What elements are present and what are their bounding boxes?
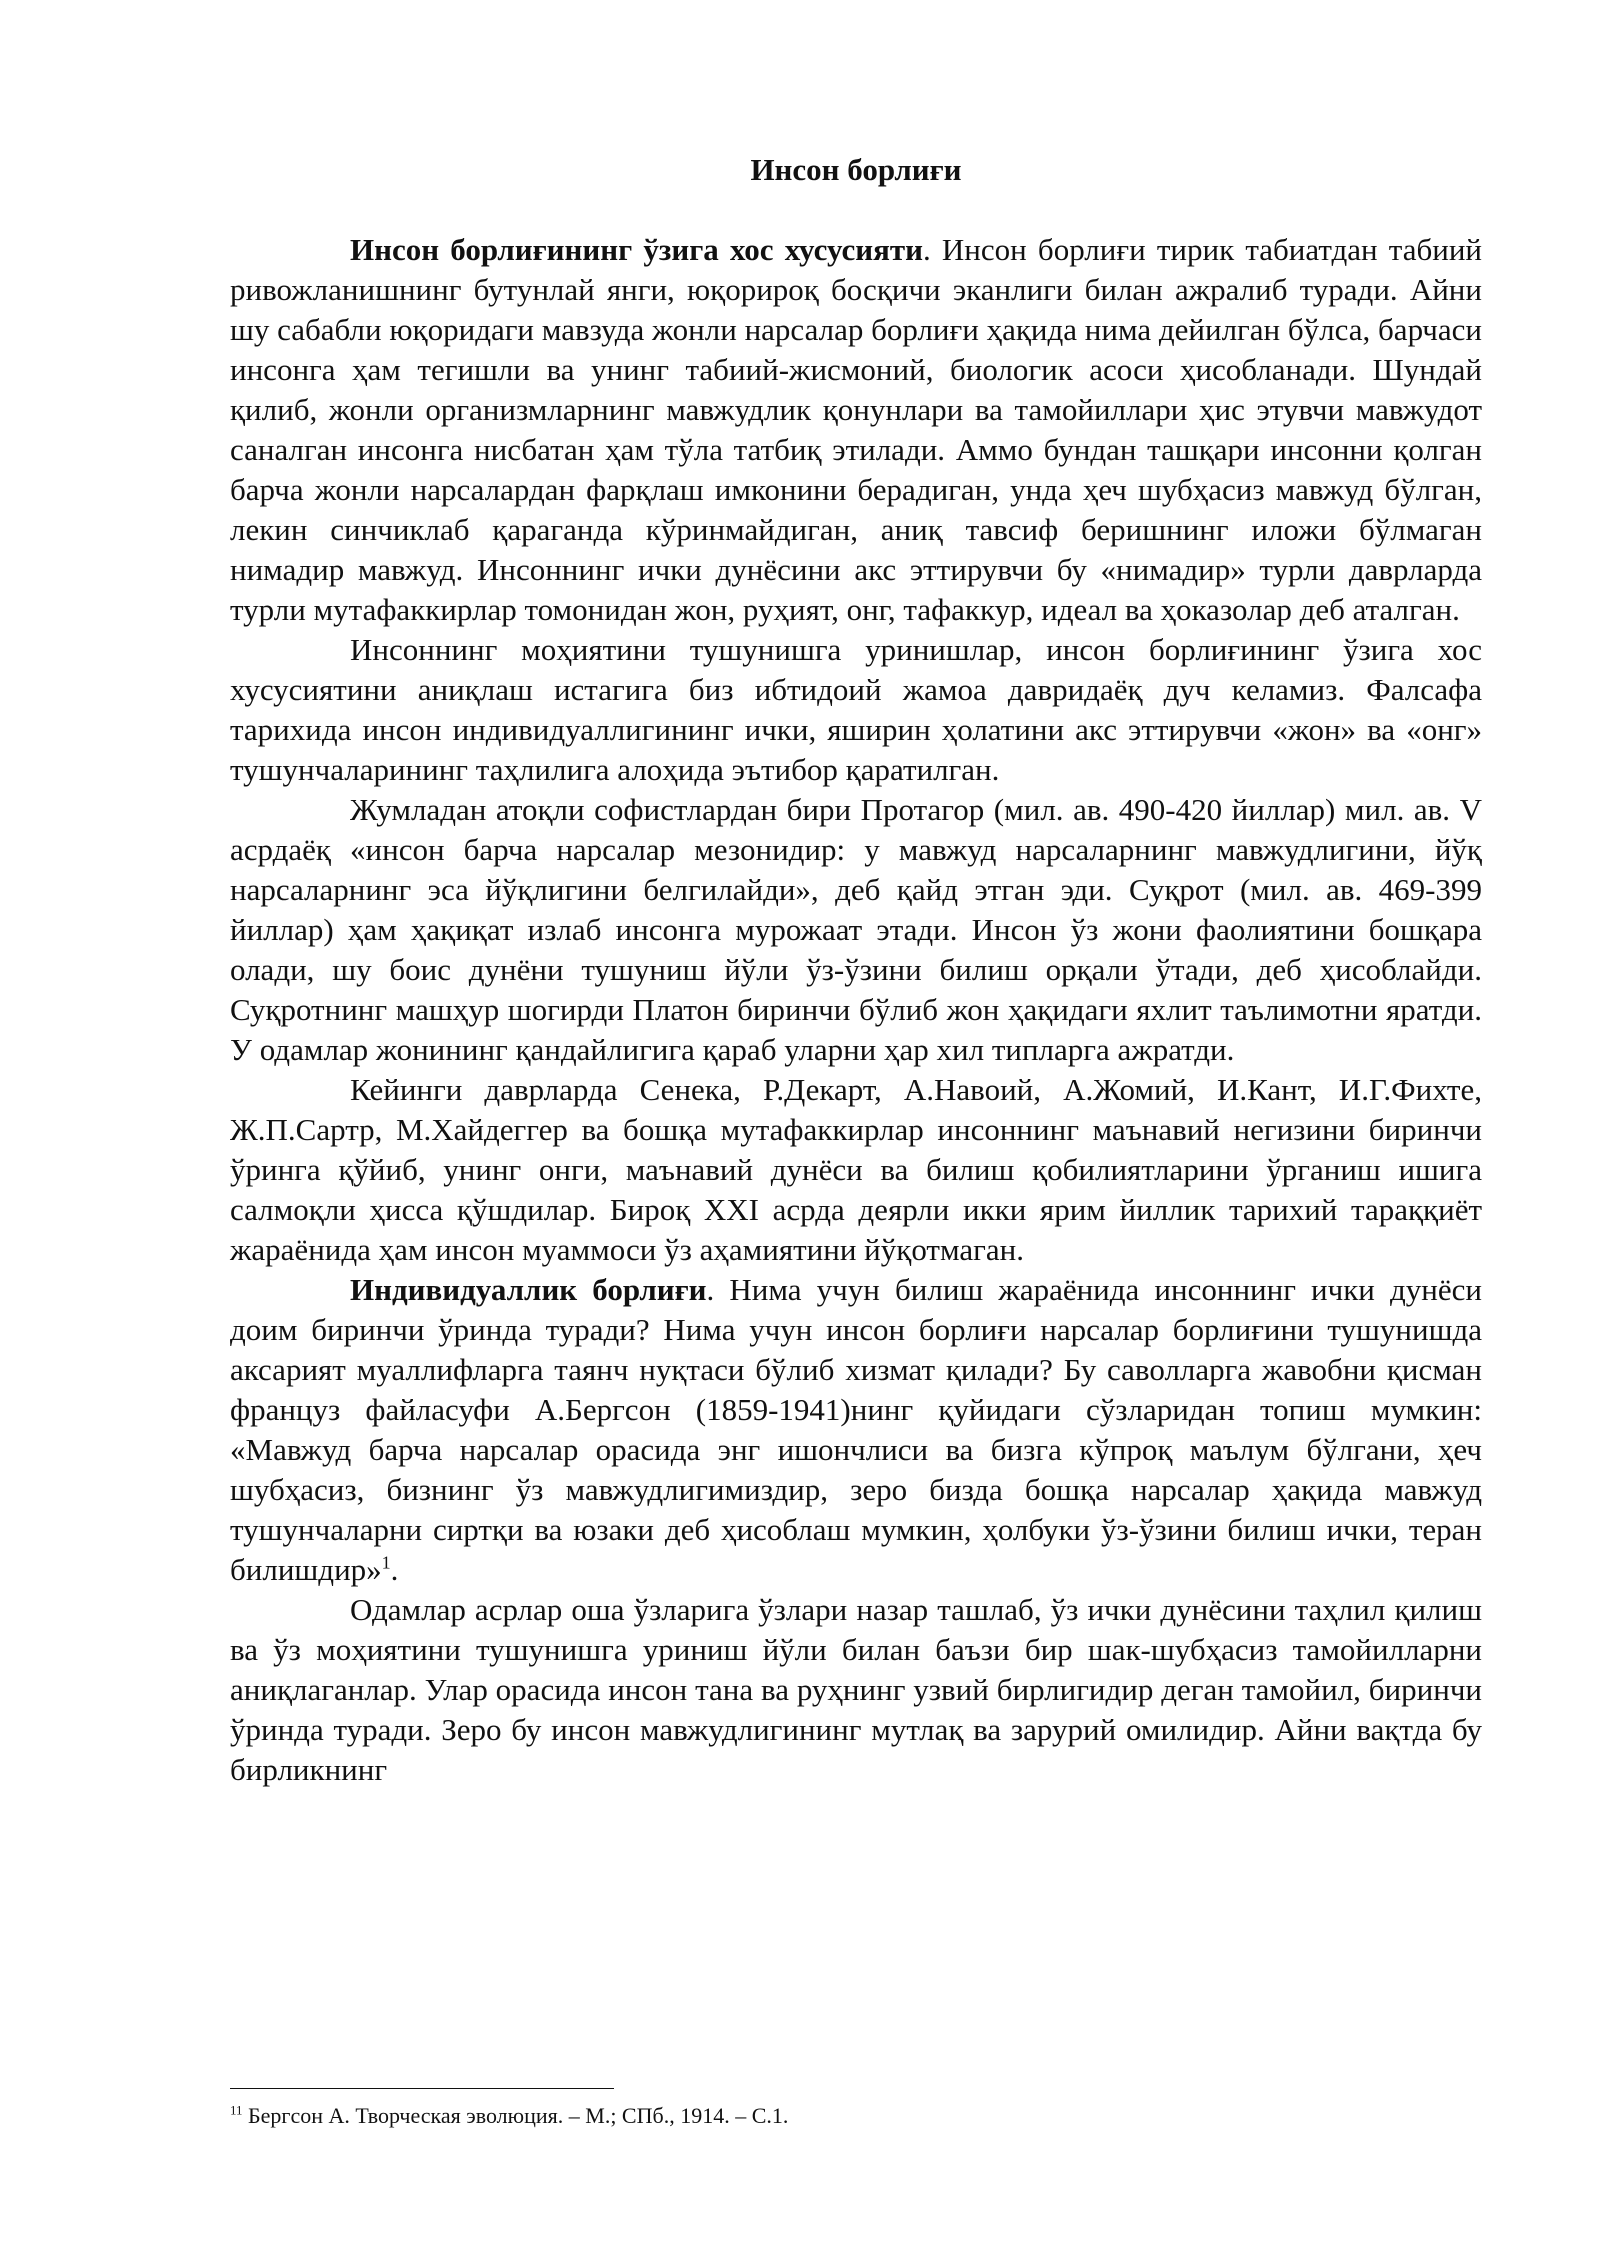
paragraph-4 [230, 1070, 1482, 1270]
document-title: Инсон борлиғи [750, 152, 962, 187]
section-heading-inline: Инсон борлиғининг ўзига хос хусусияти [350, 232, 923, 267]
paragraph-text: Инсоннинг моҳиятини тушунишга уринишлар, инсон борлиғининг ўзига хос хусусиятини аниқлаш истагига биз ибтидоий жамоа давридаёқ дуч келамиз. Фалсафа тарихида инсон индивидуаллигининг ички, яширин ҳолатини акс эттирувчи «жон» ва «онг» тушунчаларининг таҳлилига алоҳида эътибор қаратилган. [230, 632, 1482, 787]
paragraph-text: Жумладан атоқли софистлардан бири Протагор (мил. ав. 490-420 йиллар) мил. ав. V асрдаёқ «инсон барча нарсалар мезонидир: у мавжуд нарсаларнинг мавжудлигини, йўқ нарсаларнинг эса йўқлигини белгилайди», деб қайд этган эди. Суқрот (мил. ав. 469-399 йиллар) ҳам ҳақиқат излаб инсонга мурожаат этади. Инсон ўз жони фаолиятини бошқара олади, шу боис дунёни тушуниш йўли ўз-ўзини билиш орқали ўтади, деб ҳисоблайди. Суқротнинг машҳур шогирди Платон биринчи бўлиб жон ҳақидаги яхлит таълимотни яратди. У одамлар жонининг қандайлигига қараб уларни ҳар хил типларга ажратди. [230, 792, 1482, 1067]
paragraph-text: Кейинги даврларда Сенека, Р.Декарт, А.Навоий, А.Жомий, И.Кант, И.Г.Фихте, Ж.П.Сартр, М.Хайдеггер ва бошқа мутафаккирлар инсоннинг маънавий негизини биринчи ўринга қўйиб, унинг онги, маънавий дунёси ва билиш қобилиятларини ўрганиш ишига салмоқли ҳисса қўшдилар. Бироқ XXI асрда деярли икки ярим йиллик тарихий тараққиёт жараёнида ҳам инсон муаммоси ўз аҳамиятини йўқотмаган. [230, 1072, 1482, 1267]
footnote-separator [230, 2088, 614, 2089]
footnote-text: Бергсон А. Творческая эволюция. – М.; СПб., 1914. – С.1. [242, 2103, 789, 2128]
paragraph-2 [230, 630, 1482, 790]
document-body [230, 230, 1482, 1790]
section-heading-inline: Индивидуаллик борлиғи [350, 1272, 707, 1307]
footnote [230, 2102, 1482, 2130]
paragraph-1 [230, 230, 1482, 630]
paragraph-text: . Инсон борлиғи тирик табиатдан табиий ривожланишнинг бутунлай янги, юқорироқ босқичи эканлиги билан ажралиб туради. Айни шу сабабли юқоридаги мавзуда жонли нарсалар борлиғи ҳақида нима дейилган бўлса, барчаси инсонга ҳам тегишли ва унинг табиий-жисмоний, биологик асоси ҳисобланади. Шундай қилиб, жонли организмларнинг мавжудлик қонунлари ва тамойиллари ҳис этувчи мавжудот саналган инсонга нисбатан ҳам тўла татбиқ этилади. Аммо бундан ташқари инсонни қолган барча жонли нарсалардан фарқлаш имконини берадиган, унда ҳеч шубҳасиз мавжуд бўлган, лекин синчиклаб қараганда кўринмайдиган, аниқ тавсиф беришнинг иложи бўлмаган нимадир мавжуд. Инсоннинг ички дунёсини акс эттирувчи бу «нимадир» турли даврларда турли мутафаккирлар томонидан жон, руҳият, онг, тафаккур, идеал ва ҳоказолар деб аталган. [230, 232, 1482, 627]
footnote-marker: 11 [230, 2102, 243, 2118]
footnote-reference[interactable]: 1 [381, 1552, 391, 1573]
paragraph-text: . Нима учун билиш жараёнида инсоннинг ички дунёси доим биринчи ўринда туради? Нима учун инсон борлиғи нарсалар борлиғини тушунишда аксарият муаллифларга таянч нуқтаси бўлиб хизмат қилади? Бу саволларга жавобни қисман француз файласуфи А.Бергсон (1859-1941)нинг қуйидаги сўзларидан топиш мумкин: «Мавжуд барча нарсалар орасида энг ишончлиси ва бизга кўпроқ маълум бўлгани, ҳеч шубҳасиз, бизнинг ўз мавжудлигимиздир, зеро бизда бошқа нарсалар ҳақида мавжуд тушунчаларни сиртқи ва юзаки деб ҳисоблаш мумкин, ҳолбуки ўз-ўзини билиш ички, теран билишдир» [230, 1272, 1482, 1587]
paragraph-text: Одамлар асрлар оша ўзларига ўзлари назар ташлаб, ўз ички дунёсини таҳлил қилиш ва ўз моҳиятини тушунишга уриниш йўли билан баъзи бир шак-шубҳасиз тамойилларни аниқлаганлар. Улар орасида инсон тана ва руҳнинг узвий бирлигидир деган тамойил, биринчи ўринда туради. Зеро бу инсон мавжудлигининг мутлақ ва зарурий омилидир. Айни вақтда бу бирликнинг [230, 1592, 1482, 1787]
paragraph-3 [230, 790, 1482, 1070]
paragraph-5 [230, 1270, 1482, 1590]
paragraph-tail: . [390, 1552, 399, 1587]
paragraph-6 [230, 1590, 1482, 1790]
